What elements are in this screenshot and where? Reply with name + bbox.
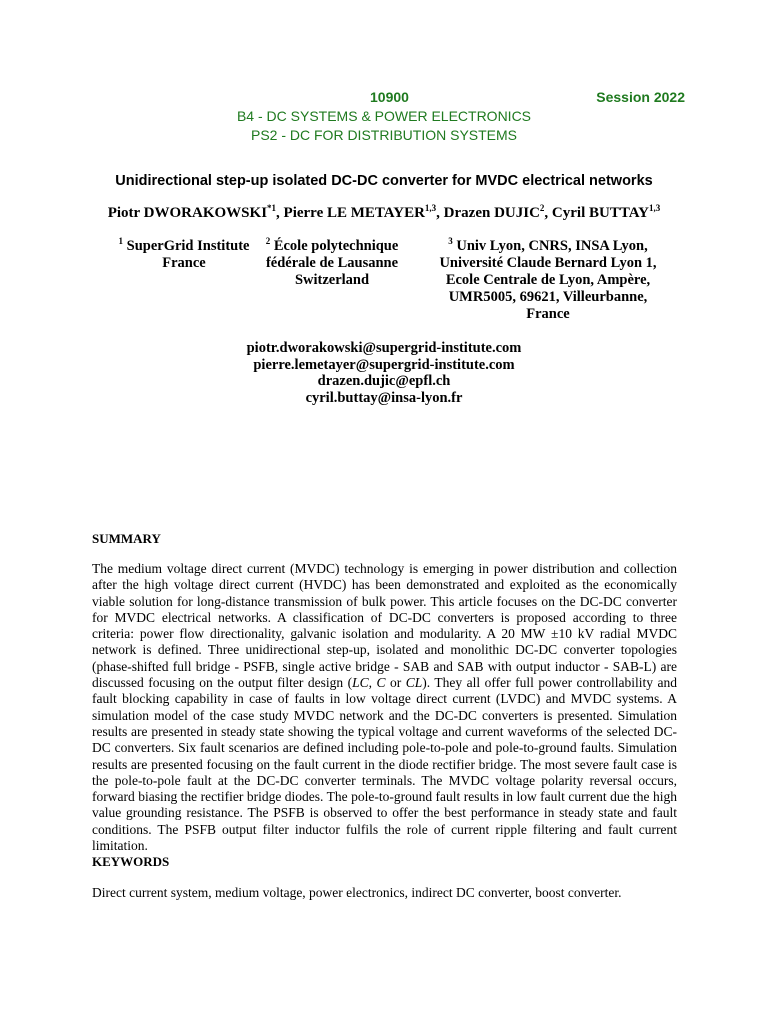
affiliation-number: 2: [265, 236, 271, 247]
email-address: pierre.lemetayer@supergrid-institute.com: [253, 356, 515, 373]
author-affiliation-mark: 1,3: [424, 203, 437, 213]
study-committee: B4 - DC SYSTEMS & POWER ELECTRONICS: [236, 108, 532, 124]
author-name: Piotr DWORAKOWSKI: [107, 205, 268, 221]
summary-text: The medium voltage direct current (MVDC) technology is emerging in power distribution and collection after the high voltage direct current (HVDC) has been demonstrated and exploited as the economically viable solution for long-distance transmission of bulk power. This article focuses on the DC-DC converter for MVDC electrical networks. A classification of DC-DC converters is proposed according to three criteria: power flow directionality, galvanic isolation and modularity. A 20 MW ±10 kV radial MVDC network is defined. Three unidirectional step-up, isolated and monolithic DC-DC converter topologies (phase-shifted full bridge - PSFB, single active bridge - SAB and SAB with output inductor - SAB-L) are discussed focusing on the output filter design (LC, C or CL). They all offer full power controllability and fault blocking capability in case of faults in low voltage direct current (LVDC) and MVDC systems. A simulation model of the case study MVDC network and the DC-DC converters is presented. Simulation results are presented in steady state showing the typical voltage and current waveforms of the selected DC-DC converters. Six fault scenarios are defined including pole-to-pole and pole-to-ground faults. Simulation results are presented focusing on the fault current in the diode rectifier bridge. The most severe fault case is the pole-to-pole fault at the DC-DC converter terminals. The MVDC voltage polarity reversal occurs, forward biasing the rectifier bridge diodes. The pole-to-ground fault results in low fault current due the high value grounding resistance. The PSFB is observed to offer the best performance in steady state and fault conditions. The PSFB output filter inductor fulfils the role of current ripple filtering and fault current limitation.: [92, 561, 678, 854]
author-affiliation-mark: 1,3: [649, 203, 661, 213]
affiliation-1: $^1$ SuperGrid Institute France: [118, 236, 250, 271]
author-name: Pierre LE METAYER: [283, 205, 425, 221]
email-address: cyril.buttay@insa-lyon.fr: [305, 389, 463, 406]
affiliation-number: 1: [118, 236, 123, 247]
affiliation-2: $^2$ École polytechnique fédérale de Lausanne Switzerland: [265, 236, 399, 288]
email-address: piotr.dworakowski@supergrid-institute.com: [246, 340, 522, 356]
paper-number: 10900: [370, 89, 409, 105]
author-name: Cyril BUTTAY: [551, 205, 650, 221]
affiliation-number: 3: [448, 236, 453, 247]
paper-title: Unidirectional step-up isolated DC-DC converter for MVDC electrical networks: [115, 173, 653, 189]
preferential-subject: PS2 - DC FOR DISTRIBUTION SYSTEMS: [250, 127, 518, 143]
keywords-heading: KEYWORDS: [92, 854, 170, 869]
author-name: Drazen DUJIC: [443, 205, 540, 221]
keywords-text: Direct current system, medium voltage, power electronics, indirect DC converter, boost converter.: [92, 885, 622, 900]
affiliation-3: $^3$ Univ Lyon, CNRS, INSA Lyon, Université Claude Bernard Lyon 1, Ecole Centrale de Lyon, Ampère, UMR5005, 69621, Villeurbanne, France: [439, 236, 657, 322]
author-affiliation-mark: *1: [267, 203, 277, 213]
author-affiliation-mark: 2: [539, 203, 545, 213]
email-address: drazen.dujic@epfl.ch: [317, 373, 451, 389]
session-label: Session 2022: [596, 89, 685, 105]
paper-header: [0, 88, 768, 145]
summary-heading: SUMMARY: [92, 531, 161, 546]
author-list: Piotr DWORAKOWSKI$^{*1}$, Pierre LE METAYER$^{1,3}$, Drazen DUJIC$^2$, Cyril BUTTAY$^{1,3}$: [107, 203, 661, 221]
email-list: [0, 340, 768, 406]
